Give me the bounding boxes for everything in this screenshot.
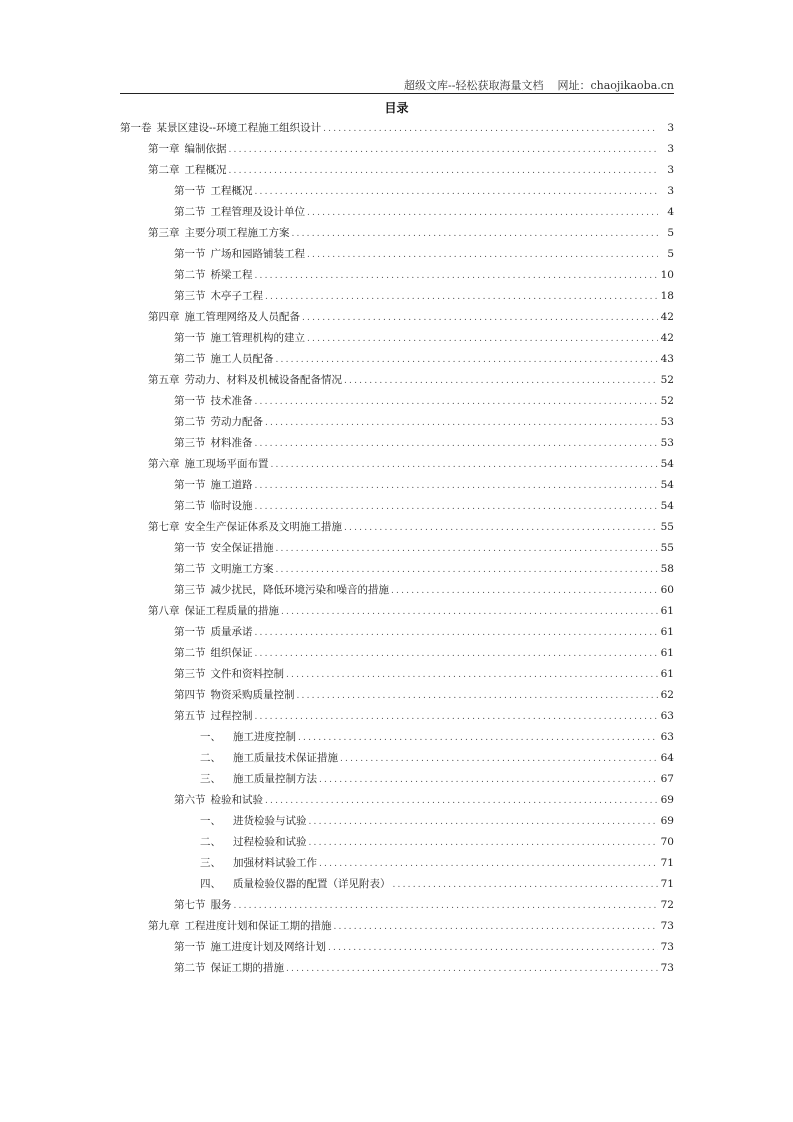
toc-entry[interactable] (120, 559, 674, 580)
toc-dot-leader (391, 581, 658, 602)
toc-page-number: 62 (660, 689, 674, 701)
toc-page-number: 54 (660, 500, 674, 512)
toc-entry-text: 编制依据 (184, 143, 227, 155)
toc-entry-number: 第六章 (148, 458, 180, 470)
toc-entry-text: 过程控制 (210, 710, 253, 722)
toc-entry-label (148, 916, 334, 937)
toc-dot-leader (271, 455, 659, 476)
toc-entry-label (174, 349, 276, 370)
toc-entry-number: 第九章 (148, 920, 180, 932)
toc-page-number: 61 (660, 605, 674, 617)
toc-dot-leader (292, 224, 659, 245)
toc-entry-label (174, 496, 255, 517)
toc-entry-text: 某景区建设--环境工程施工组织设计 (156, 122, 322, 134)
toc-entry-number: 第一节 (174, 248, 206, 260)
toc-dot-leader (297, 686, 659, 707)
toc-page-number: 73 (660, 962, 674, 974)
toc-entry[interactable] (120, 706, 674, 727)
toc-dot-leader (307, 203, 658, 224)
toc-dot-leader (307, 245, 658, 266)
toc-entry-label (200, 874, 393, 895)
toc-entry-number: 第四节 (174, 689, 206, 701)
toc-entry[interactable] (120, 517, 674, 538)
toc-dot-leader (265, 791, 658, 812)
toc-entry-text: 施工管理网络及人员配备 (184, 311, 300, 323)
toc-page-number: 18 (660, 290, 674, 302)
toc-entry-text: 过程检验和试验 (233, 836, 307, 848)
toc-entry-label (174, 412, 265, 433)
toc-dot-leader (340, 749, 658, 770)
toc-entry-number: 第二节 (174, 206, 206, 218)
toc-entry-text: 施工质量技术保证措施 (233, 752, 338, 764)
toc-entry-number: 第五节 (174, 710, 206, 722)
toc-dot-leader (276, 560, 659, 581)
toc-page-number: 63 (660, 731, 674, 743)
toc-page-number: 71 (660, 857, 674, 869)
toc-page-number: 55 (660, 521, 674, 533)
toc-entry[interactable] (120, 832, 674, 853)
toc-entry-text: 施工管理机构的建立 (210, 332, 305, 344)
toc-entry-number: 第八章 (148, 605, 180, 617)
toc-entry[interactable] (120, 244, 674, 265)
header-divider (120, 93, 674, 94)
toc-entry-text: 广场和园路铺装工程 (210, 248, 305, 260)
toc-dot-leader (286, 959, 658, 980)
toc-entry-text: 工程概况 (210, 185, 253, 197)
toc-page-number: 53 (660, 437, 674, 449)
toc-entry-label (174, 202, 307, 223)
toc-page-number: 3 (667, 164, 674, 176)
toc-page-number: 54 (660, 458, 674, 470)
toc-dot-leader (307, 329, 658, 350)
toc-page-number: 73 (660, 920, 674, 932)
toc-entry[interactable] (120, 937, 674, 958)
toc-entry[interactable] (120, 769, 674, 790)
toc-page-number: 64 (660, 752, 674, 764)
toc-entry-label (148, 160, 229, 181)
toc-entry[interactable] (120, 202, 674, 223)
toc-entry-number: 第一节 (174, 941, 206, 953)
toc-entry[interactable] (120, 475, 674, 496)
toc-entry[interactable] (120, 307, 674, 328)
toc-entry-text: 工程管理及设计单位 (210, 206, 305, 218)
toc-entry[interactable] (120, 160, 674, 181)
toc-entry-text: 临时设施 (210, 500, 253, 512)
toc-entry-number: 二、 (200, 752, 221, 764)
toc-entry[interactable] (120, 265, 674, 286)
toc-page-number: 3 (667, 122, 674, 134)
toc-entry-text: 检验和试验 (210, 794, 263, 806)
toc-entry-text: 文件和资料控制 (210, 668, 284, 680)
toc-page-number: 54 (660, 479, 674, 491)
toc-entry-text: 工程概况 (184, 164, 227, 176)
toc-dot-leader (302, 308, 658, 329)
toc-dot-leader (309, 833, 659, 854)
toc-page-number: 4 (667, 206, 674, 218)
toc-entry-label (174, 244, 307, 265)
toc-entry-text: 减少扰民，降低环境污染和噪音的措施 (210, 584, 389, 596)
toc-page-number: 69 (660, 794, 674, 806)
toc-entry-number: 第二章 (148, 164, 180, 176)
toc-page-number: 43 (660, 353, 674, 365)
toc-entry-text: 技术准备 (210, 395, 253, 407)
toc-entry[interactable] (120, 748, 674, 769)
toc-entry-label (174, 643, 255, 664)
toc-entry-text: 施工人员配备 (210, 353, 274, 365)
toc-page-number: 5 (667, 248, 674, 260)
toc-entry-number: 四、 (200, 878, 221, 890)
toc-dot-leader (255, 623, 659, 644)
toc-page-number: 53 (660, 416, 674, 428)
toc-page-number: 61 (660, 668, 674, 680)
toc-entry-number: 第四章 (148, 311, 180, 323)
toc-entry[interactable] (120, 181, 674, 202)
toc-dot-leader (265, 287, 658, 308)
toc-entry-label (174, 328, 307, 349)
toc-entry-number: 第一节 (174, 479, 206, 491)
toc-entry[interactable] (120, 538, 674, 559)
toc-entry-label (174, 790, 265, 811)
toc-entry-text: 物资采购质量控制 (210, 689, 295, 701)
toc-entry-number: 三、 (200, 773, 221, 785)
toc-page-number: 70 (660, 836, 674, 848)
toc-page-number: 52 (660, 395, 674, 407)
toc-entry-text: 质量承诺 (210, 626, 253, 638)
toc-entry-text: 进货检验与试验 (233, 815, 307, 827)
toc-entry-number: 第一节 (174, 332, 206, 344)
toc-entry-number: 第五章 (148, 374, 180, 386)
toc-dot-leader (286, 665, 658, 686)
toc-entry-label (200, 748, 340, 769)
toc-entry-number: 第二节 (174, 416, 206, 428)
toc-entry-label (174, 559, 276, 580)
toc-entry[interactable] (120, 433, 674, 454)
toc-entry-text: 桥梁工程 (210, 269, 253, 281)
toc-entry-label (148, 223, 292, 244)
toc-entry-number: 三、 (200, 857, 221, 869)
toc-entry[interactable] (120, 118, 674, 139)
toc-entry[interactable] (120, 370, 674, 391)
toc-entry-text: 木亭子工程 (210, 290, 263, 302)
toc-entry[interactable] (120, 328, 674, 349)
toc-entry-label (200, 853, 319, 874)
toc-dot-leader (255, 392, 659, 413)
toc-dot-leader (229, 161, 659, 182)
toc-dot-leader (255, 644, 659, 665)
toc-entry[interactable] (120, 685, 674, 706)
toc-entry-text: 施工道路 (210, 479, 253, 491)
toc-entry-text: 加强材料试验工作 (233, 857, 317, 869)
toc-entry-text: 保证工期的措施 (210, 962, 284, 974)
toc-page-number: 72 (660, 899, 674, 911)
toc-entry-number: 第三节 (174, 584, 206, 596)
toc-dot-leader (255, 707, 659, 728)
toc-dot-leader (234, 896, 659, 917)
header-url: 网址：chaojikaoba.cn (557, 79, 674, 92)
toc-entry[interactable] (120, 496, 674, 517)
toc-entry[interactable] (120, 139, 674, 160)
toc-page-number: 71 (660, 878, 674, 890)
toc-entry-text: 劳动力配备 (210, 416, 263, 428)
toc-entry-number: 第三节 (174, 668, 206, 680)
toc-entry-text: 工程进度计划和保证工期的措施 (184, 920, 332, 932)
toc-dot-leader (323, 119, 658, 140)
toc-page-number: 3 (667, 143, 674, 155)
toc-entry-text: 组织保证 (210, 647, 253, 659)
toc-page-number: 69 (660, 815, 674, 827)
toc-title: 目录 (384, 101, 409, 115)
toc-entry[interactable] (120, 790, 674, 811)
toc-entry-label (200, 811, 309, 832)
toc-entry-text: 质量检验仪器的配置（详见附表） (233, 878, 391, 890)
toc-entry[interactable] (120, 643, 674, 664)
header-slogan: 超级文库--轻松获取海量文档 (404, 79, 544, 92)
toc-entry-number: 第七章 (148, 521, 180, 533)
toc-dot-leader (255, 182, 659, 203)
toc-entry[interactable] (120, 853, 674, 874)
toc-entry-text: 服务 (210, 899, 232, 911)
toc-page-number: 42 (660, 311, 674, 323)
toc-dot-leader (319, 770, 658, 791)
toc-entry-label (174, 937, 328, 958)
toc-dot-leader (276, 350, 659, 371)
toc-entry-label (174, 286, 265, 307)
toc-entry[interactable] (120, 454, 674, 475)
toc-dot-leader (276, 539, 659, 560)
toc-entry-label (148, 601, 281, 622)
toc-entry-text: 安全保证措施 (210, 542, 274, 554)
page-header (120, 77, 674, 93)
toc-dot-leader (255, 266, 659, 287)
toc-entry-label (174, 664, 286, 685)
toc-entry[interactable] (120, 664, 674, 685)
toc-entry-text: 施工质量控制方法 (233, 773, 317, 785)
toc-entry-label (148, 307, 302, 328)
toc-entry[interactable] (120, 580, 674, 601)
toc-dot-leader (334, 917, 659, 938)
toc-dot-leader (229, 140, 659, 161)
toc-entry-text: 主要分项工程施工方案 (184, 227, 290, 239)
toc-entry-label (148, 517, 344, 538)
toc-entry-number: 第二节 (174, 563, 206, 575)
toc-entry-number: 第三节 (174, 437, 206, 449)
toc-page-number: 3 (667, 185, 674, 197)
toc-page-number: 63 (660, 710, 674, 722)
toc-entry-number: 第二节 (174, 353, 206, 365)
toc-dot-leader (298, 728, 658, 749)
toc-page-number: 61 (660, 647, 674, 659)
toc-page-number: 67 (660, 773, 674, 785)
toc-page-number: 61 (660, 626, 674, 638)
toc-entry-label (174, 433, 255, 454)
toc-entry[interactable] (120, 286, 674, 307)
toc-entry[interactable] (120, 622, 674, 643)
toc-entry-number: 一、 (200, 815, 221, 827)
toc-entry-text: 安全生产保证体系及文明施工措施 (184, 521, 342, 533)
toc-entry[interactable] (120, 223, 674, 244)
toc-entry-label (120, 118, 323, 139)
toc-entry-label (174, 538, 276, 559)
toc-entry-label (148, 454, 271, 475)
toc-entry-label (174, 265, 255, 286)
toc-entry-number: 第一章 (148, 143, 180, 155)
toc-entry-number: 第二节 (174, 500, 206, 512)
toc-dot-leader (328, 938, 658, 959)
toc-entry-label (174, 181, 255, 202)
toc-dot-leader (344, 371, 658, 392)
toc-entry-text: 施工进度计划及网络计划 (210, 941, 326, 953)
toc-entry-label (174, 580, 391, 601)
toc-page-number: 42 (660, 332, 674, 344)
toc-entry-label (148, 139, 229, 160)
toc-entry-label (174, 895, 234, 916)
toc-entry-label (174, 685, 297, 706)
toc-entry[interactable] (120, 601, 674, 622)
toc-entry-label (200, 727, 298, 748)
toc-entry-label (174, 475, 255, 496)
toc-entry-label (200, 769, 319, 790)
toc-entry-text: 劳动力、材料及机械设备配备情况 (184, 374, 342, 386)
toc-entry-number: 第六节 (174, 794, 206, 806)
toc-entry-number: 第二节 (174, 269, 206, 281)
toc-dot-leader (255, 476, 659, 497)
toc-entry-label (174, 622, 255, 643)
toc-entry-number: 第二节 (174, 962, 206, 974)
toc-entry[interactable] (120, 412, 674, 433)
toc-dot-leader (265, 413, 658, 434)
toc-entry-text: 文明施工方案 (210, 563, 274, 575)
toc-dot-leader (281, 602, 658, 623)
toc-entry-label (174, 391, 255, 412)
toc-dot-leader (255, 497, 659, 518)
toc-entry-number: 第二节 (174, 647, 206, 659)
toc-entry[interactable] (120, 895, 674, 916)
toc-entry-number: 第七节 (174, 899, 206, 911)
toc-entry[interactable] (120, 727, 674, 748)
toc-entry-text: 材料准备 (210, 437, 253, 449)
toc-dot-leader (255, 434, 659, 455)
toc-page-number: 73 (660, 941, 674, 953)
toc-page-number: 60 (660, 584, 674, 596)
toc-page-number: 52 (660, 374, 674, 386)
toc-entry[interactable] (120, 391, 674, 412)
toc-entry-number: 第三章 (148, 227, 180, 239)
toc-entry-label (174, 706, 255, 727)
toc-entry-number: 第一节 (174, 185, 206, 197)
toc-entry-text: 保证工程质量的措施 (184, 605, 279, 617)
toc-entry-number: 第一卷 (120, 122, 152, 134)
toc-entry-label (148, 370, 344, 391)
toc-entry-number: 第一节 (174, 542, 206, 554)
toc-entry-text: 施工进度控制 (233, 731, 296, 743)
toc-entry-number: 第一节 (174, 626, 206, 638)
toc-dot-leader (393, 875, 659, 896)
toc-page-number: 58 (660, 563, 674, 575)
toc-entry-label (174, 958, 286, 979)
toc-entry[interactable] (120, 349, 674, 370)
toc-entry-number: 第三节 (174, 290, 206, 302)
toc-page-number: 5 (667, 227, 674, 239)
toc-entry-text: 施工现场平面布置 (184, 458, 269, 470)
toc-page-number: 55 (660, 542, 674, 554)
toc-entry[interactable] (120, 811, 674, 832)
toc-entry[interactable] (120, 958, 674, 979)
toc-entry-number: 第一节 (174, 395, 206, 407)
toc-dot-leader (309, 812, 659, 833)
toc-entry-label (200, 832, 309, 853)
toc-entry-number: 一、 (200, 731, 221, 743)
toc-dot-leader (344, 518, 658, 539)
toc-page-number: 10 (660, 269, 674, 281)
toc-entry[interactable] (120, 916, 674, 937)
toc-entry[interactable] (120, 874, 674, 895)
toc-entry-number: 二、 (200, 836, 221, 848)
table-of-contents (120, 118, 674, 979)
toc-dot-leader (319, 854, 658, 875)
